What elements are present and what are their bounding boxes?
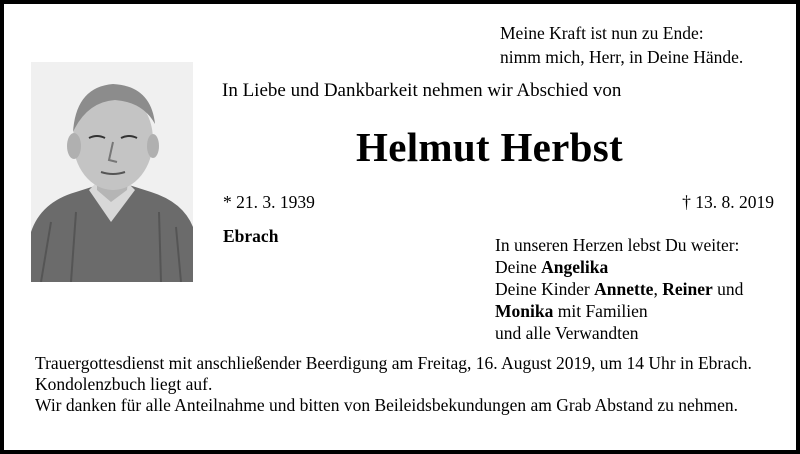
death-date: † 13. 8. 2019 <box>682 192 774 212</box>
birth-date: * 21. 3. 1939 <box>223 192 315 212</box>
mourner-reiner: Reiner <box>662 279 713 299</box>
conjunction: und <box>712 279 744 299</box>
mourner-line-wife <box>495 256 743 278</box>
service-info <box>35 353 785 416</box>
separator: , <box>653 279 663 299</box>
portrait-photo <box>31 62 193 282</box>
service-details: Trauergottesdienst mit anschließender Beerdigung am Freitag, 16. August 2019, um 14 Uhr in Ebrach. Kondolenzbuch liegt auf. <box>35 353 752 394</box>
mourner-line-monika <box>495 300 743 322</box>
mourner-prefix: Deine <box>495 257 542 277</box>
place-name: Ebrach <box>223 226 279 246</box>
mourner-line-relatives: und alle Verwandten <box>495 323 639 343</box>
deceased-name: Helmut Herbst <box>356 124 623 170</box>
portrait-photo-icon <box>31 62 193 282</box>
mourner-angelika: Angelika <box>541 257 609 277</box>
intro-text: In Liebe und Dankbarkeit nehmen wir Abschied von <box>222 80 622 101</box>
mourners-list <box>495 234 743 344</box>
motto-line-2: nimm mich, Herr, in Deine Hände. <box>500 47 744 67</box>
mourner-line-children <box>495 278 743 300</box>
motto-verse <box>500 21 743 69</box>
motto-line-1: Meine Kraft ist nun zu Ende: <box>500 23 704 43</box>
mourners-heading: In unseren Herzen lebst Du weiter: <box>495 235 740 255</box>
mourner-annette: Annette <box>594 279 654 299</box>
children-prefix: Deine Kinder <box>495 279 595 299</box>
families-suffix: mit Familien <box>553 301 648 321</box>
thanks-note: Wir danken für alle Anteilnahme und bitten von Beileidsbekundungen am Grab Abstand zu nehmen. <box>35 395 739 415</box>
mourner-monika: Monika <box>495 301 554 321</box>
